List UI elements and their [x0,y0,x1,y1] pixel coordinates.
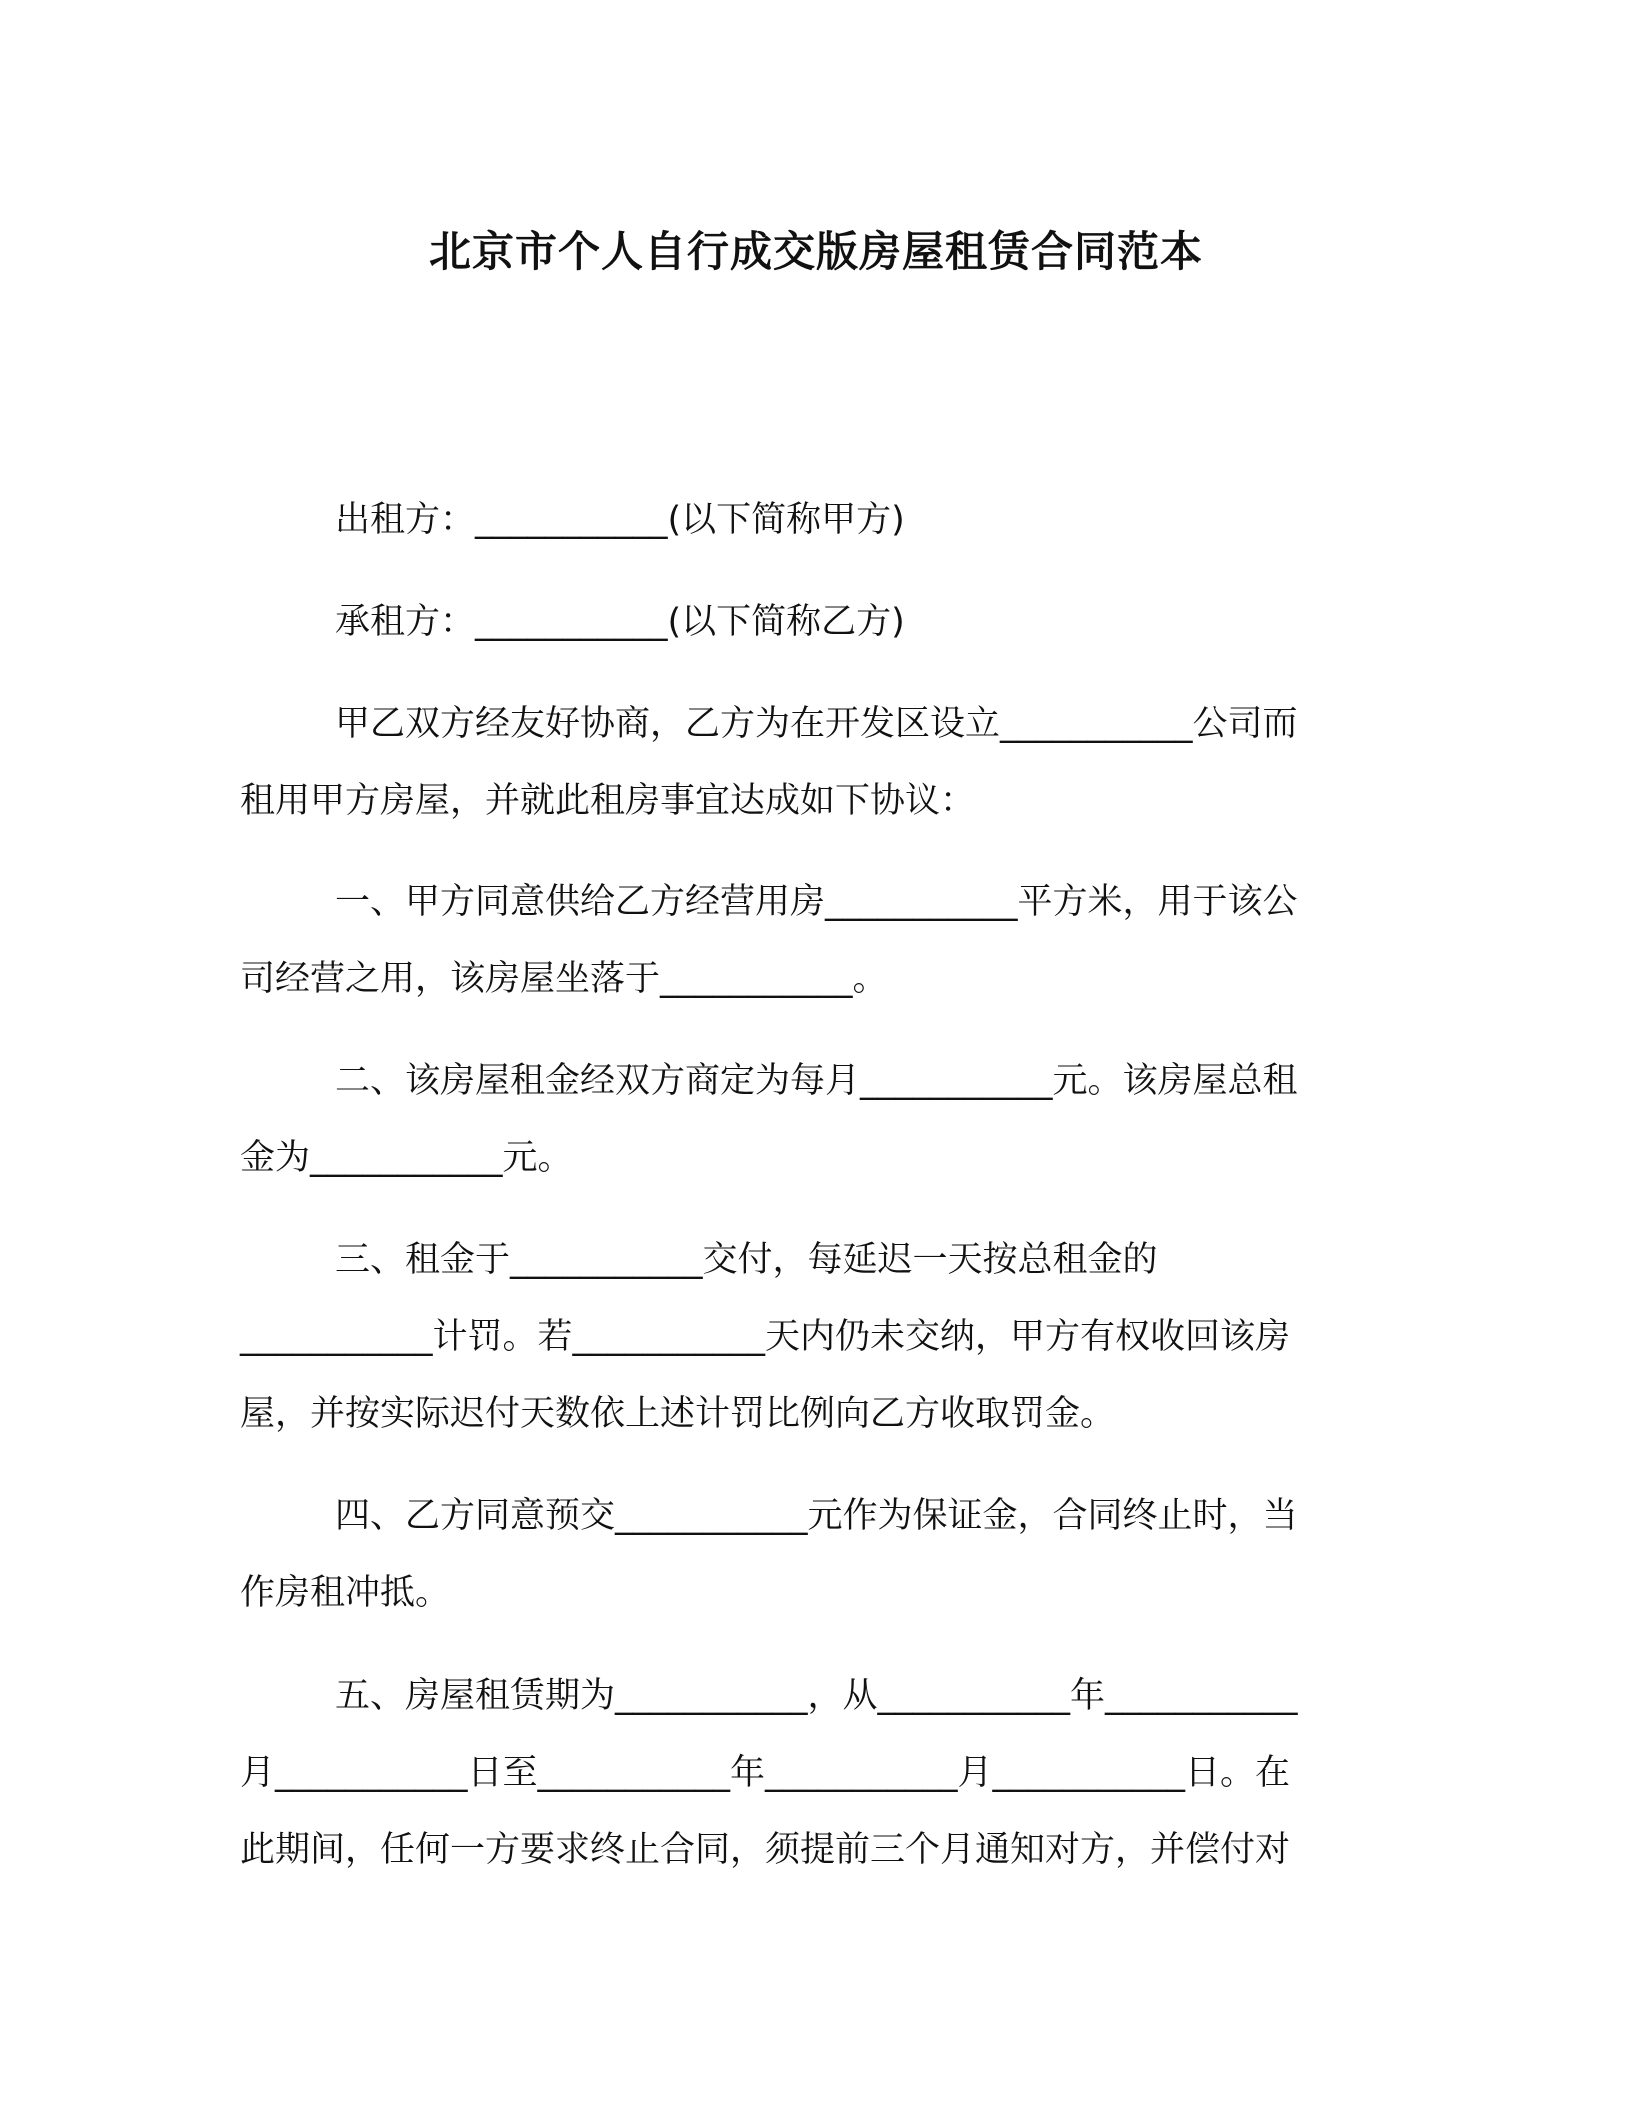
lessor-text: 出租方：___________(以下简称甲方) [335,500,905,540]
clause-1 [240,864,1370,1018]
paragraph-line: 屋，并按实际迟付天数依上述计罚比例向乙方收取罚金。 [240,1394,1116,1434]
lessor-line [240,482,1370,559]
paragraph-line: 司经营之用，该房屋坐落于___________。 [240,959,888,999]
lessee-text: 承租方：___________(以下简称乙方) [335,602,905,642]
clause-5 [240,1658,1370,1889]
paragraph-line: 一、甲方同意供给乙方经营用房___________平方米，用于该公 [335,882,1298,922]
paragraph-line: 三、租金于___________交付，每延迟一天按总租金的 [335,1240,1158,1280]
clause-3 [240,1222,1370,1453]
clause-4 [240,1478,1370,1632]
intro-paragraph [240,686,1370,840]
paragraph-line: 五、房屋租赁期为___________，从___________年___________ [335,1676,1298,1716]
paragraph-line: 此期间，任何一方要求终止合同，须提前三个月通知对方，并偿付对 [240,1830,1291,1870]
document-title: 北京市个人自行成交版房屋租赁合同范本 [428,227,1203,276]
paragraph-line: 租用甲方房屋，并就此租房事宜达成如下协议： [240,781,976,821]
paragraph-line: 金为___________元。 [240,1138,573,1178]
clause-2 [240,1043,1370,1197]
paragraph-line: 月___________日至___________年___________月___________日。在 [240,1753,1291,1793]
paragraph-line: 甲乙双方经友好协商，乙方为在开发区设立___________公司而 [335,704,1298,744]
paragraph-line: 二、该房屋租金经双方商定为每月___________元。该房屋总租 [335,1061,1298,1101]
paragraph-line: 作房租冲抵。 [240,1573,451,1613]
paragraph-line: 四、乙方同意预交___________元作为保证金，合同终止时，当 [335,1496,1298,1536]
lessee-line [240,584,1370,661]
paragraph-line: ___________计罚。若___________天内仍未交纳，甲方有权收回该房 [240,1317,1291,1357]
